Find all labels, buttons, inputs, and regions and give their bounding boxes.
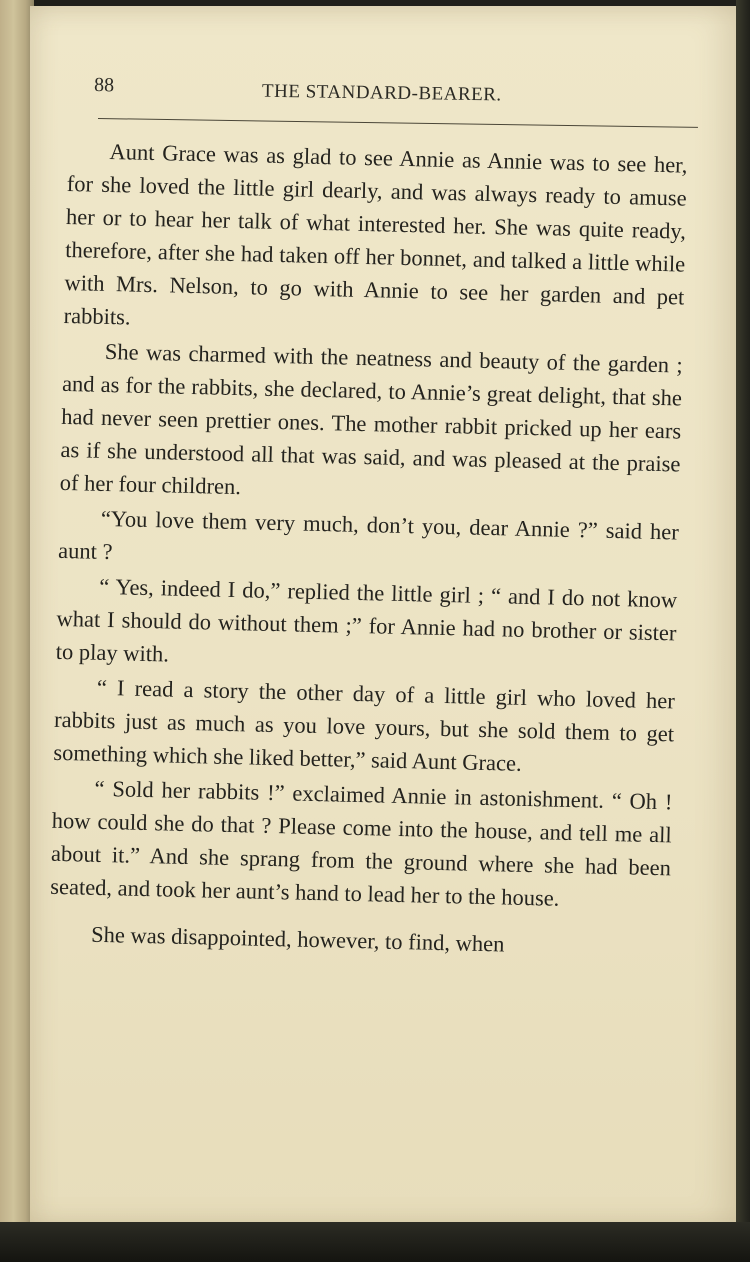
body-text xyxy=(49,134,688,964)
gutter-shadow-bottom xyxy=(0,1222,750,1262)
paragraph: She was charmed with the neatness and beauty of the garden ; and as for the rabbits, she declared, to Annie’s great delight, that she had never seen prettier ones. The mother rabbit pricked up her ears as if she understood all that was said, and was pleased at the praise of her four children. xyxy=(59,338,684,500)
page-number: 88 xyxy=(93,74,115,97)
running-head: THE STANDARD-BEARER. xyxy=(261,80,502,106)
paragraph: She was disappointed, however, to find, when xyxy=(90,921,505,957)
gutter-shadow-right xyxy=(736,0,750,1262)
paragraph: “ I read a story the other day of a little girl who loved her rabbits just as much as you love yours, but she sold them to get something which she liked better,” said Aunt Grace. xyxy=(53,674,676,776)
paragraph: “ Sold her rabbits !” exclaimed Annie in astonishment. “ Oh ! how could she do that ? Please come into the house, and tell me all about it.” And she sprang from the ground where she had been seated, and took her aunt’s hand to lead her to the house. xyxy=(49,775,673,911)
paragraph: Aunt Grace was as glad to see Annie as Annie was to see her, for she loved the little girl dearly, and was always ready to amuse her or to hear her talk of what interested her. She was quite ready, therefore, after she had taken off her bonnet, and talked a little while with Mrs. Nelson, to go with Annie to see her garden and pet rabbits. xyxy=(63,138,688,330)
paragraph: “You love them very much, don’t you, dear Annie ?” said her aunt ? xyxy=(57,505,680,565)
paragraph: “ Yes, indeed I do,” replied the little girl ; “ and I do not know what I should do without them ;” for Annie had no brother or sister to play with. xyxy=(55,573,678,667)
book-page-edges xyxy=(0,0,34,1262)
